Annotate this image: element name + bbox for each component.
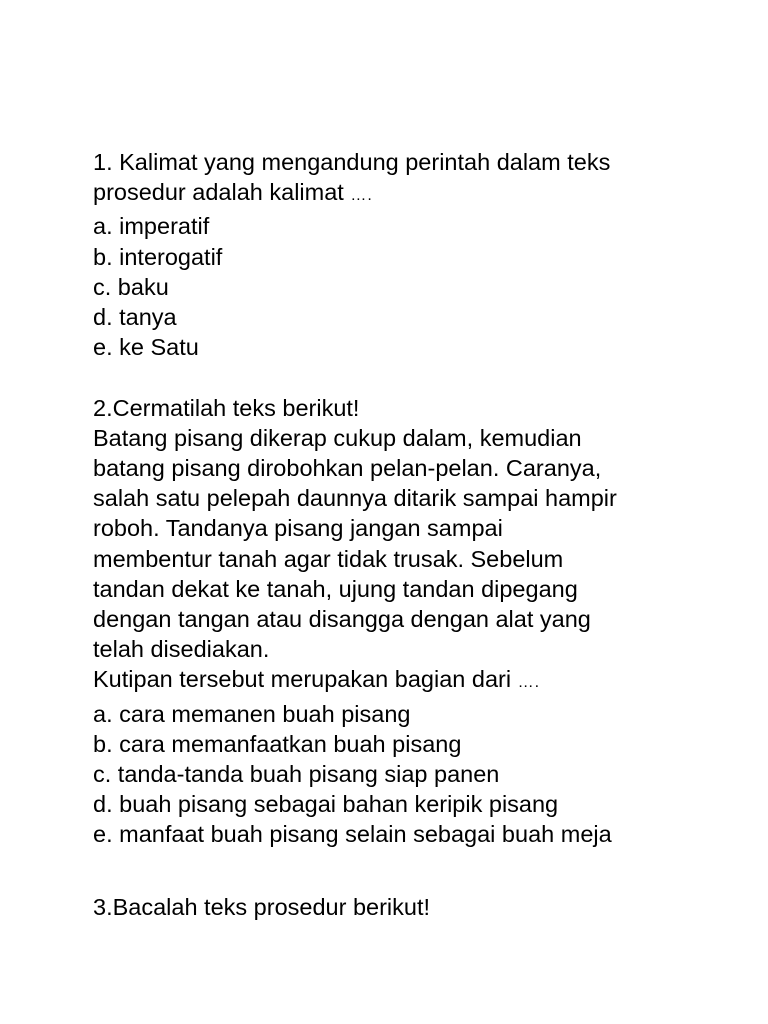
question-1-ellipsis: ….: [350, 187, 373, 205]
question-2-passage-line-8: telah disediakan.: [93, 636, 270, 663]
question-1-option-b: b. interogatif: [93, 243, 223, 270]
question-2: [93, 393, 753, 850]
question-2-passage-line-6: tandan dekat ke tanah, ujung tandan dipegang: [93, 575, 578, 602]
spacer: [93, 362, 753, 392]
question-2-question: [93, 664, 753, 698]
question-2-title: 2.Cermatilah teks berikut!: [93, 394, 360, 421]
question-1-stem-line-2: [93, 177, 753, 211]
question-2-passage-line-4: roboh. Tandanya pisang jangan sampai: [93, 515, 503, 542]
question-3: [93, 892, 753, 922]
question-2-option-a: a. cara memanen buah pisang: [93, 700, 411, 727]
question-2-ellipsis: ….: [517, 674, 541, 692]
question-2-passage-line-2: batang pisang dirobohkan pelan-pelan. Caranya,: [93, 455, 602, 482]
document-content: [93, 147, 753, 922]
question-1-stem-line-1: 1. Kalimat yang mengandung perintah dalam teks: [93, 149, 611, 175]
question-1-option-c: c. baku: [93, 273, 169, 300]
question-1-option-d: d. tanya: [93, 304, 177, 331]
question-2-option-c: c. tanda-tanda buah pisang siap panen: [93, 761, 500, 788]
question-1: [93, 147, 753, 362]
question-2-passage-line-7: dengan tangan atau disangga dengan alat yang: [93, 606, 591, 633]
question-1-option-e: e. ke Satu: [93, 334, 199, 361]
question-2-option-d: d. buah pisang sebagai bahan keripik pisang: [93, 791, 559, 818]
question-1-stem-text: prosedur adalah kalimat: [93, 179, 351, 206]
question-1-option-a: a. imperatif: [93, 213, 210, 240]
question-2-question-text: Kutipan tersebut merupakan bagian dari: [93, 666, 518, 693]
question-3-title: 3.Bacalah teks prosedur berikut!: [93, 893, 431, 920]
question-2-option-e: e. manfaat buah pisang selain sebagai buah meja: [93, 821, 612, 848]
question-2-passage-line-1: Batang pisang dikerap cukup dalam, kemudian: [93, 424, 582, 451]
question-2-passage-line-5: membentur tanah agar tidak trusak. Sebelum: [93, 545, 564, 572]
spacer: [93, 850, 753, 892]
question-2-passage-line-3: salah satu pelepah daunnya ditarik sampai hampir: [93, 485, 617, 512]
question-2-option-b: b. cara memanfaatkan buah pisang: [93, 730, 462, 757]
